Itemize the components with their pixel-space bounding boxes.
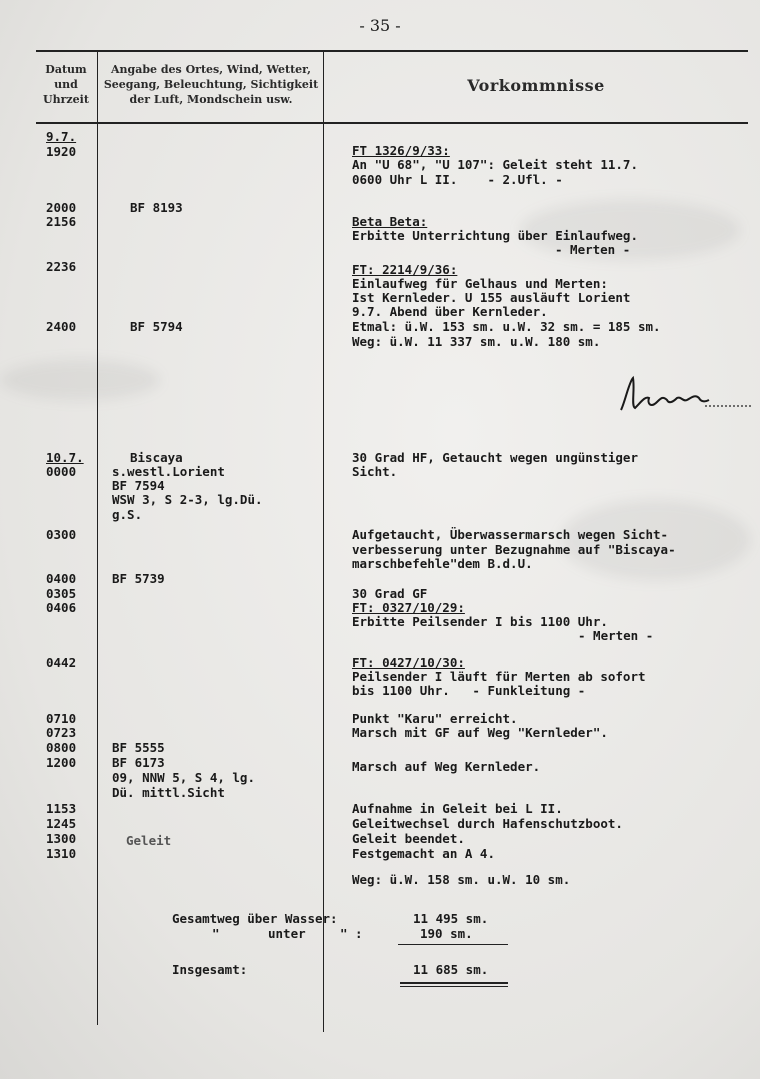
time-label: 0305 bbox=[46, 586, 77, 601]
event-text: marschbefehle"dem B.d.U. bbox=[352, 556, 533, 571]
total-label: Insgesamt: bbox=[172, 962, 248, 977]
event-text: 9.7. Abend über Kernleder. bbox=[352, 304, 548, 319]
sum-rule bbox=[398, 944, 508, 945]
total-value: 11 495 sm. bbox=[413, 911, 489, 926]
event-text: FT 1326/9/33: bbox=[352, 143, 450, 158]
time-label: 2000 bbox=[46, 200, 77, 215]
event-text: Marsch mit GF auf Weg "Kernleder". bbox=[352, 725, 608, 740]
event-text: Erbitte Peilsender I bis 1100 Uhr. bbox=[352, 614, 608, 629]
location-text: Biscaya bbox=[130, 450, 183, 465]
header-ort: Angabe des Ortes, Wind, Wetter, Seegang, Beleuchtung, Sichtigkeit der Luft, Mondschein usw. bbox=[103, 63, 319, 106]
double-underline bbox=[400, 986, 508, 987]
event-text: Geleitwechsel durch Hafenschutzboot. bbox=[352, 816, 623, 831]
location-text: BF 5555 bbox=[112, 740, 165, 755]
time-label: 1310 bbox=[46, 846, 77, 861]
event-text: Erbitte Unterrichtung über Einlaufweg. bbox=[352, 228, 638, 243]
date-label: 9.7. bbox=[46, 129, 77, 144]
location-text: g.S. bbox=[112, 507, 143, 522]
time-label: 0400 bbox=[46, 571, 77, 586]
total-label: unter bbox=[268, 926, 306, 941]
location-text: WSW 3, S 2-3, lg.Dü. bbox=[112, 492, 263, 507]
total-label: " bbox=[212, 926, 220, 941]
event-text: FT: 2214/9/36: bbox=[352, 262, 458, 277]
time-label: 0406 bbox=[46, 600, 77, 615]
event-text: 0600 Uhr L II. - 2.Ufl. - bbox=[352, 172, 563, 187]
event-text: FT: 0427/10/30: bbox=[352, 655, 465, 670]
time-label: 2400 bbox=[46, 319, 77, 334]
column-divider-1 bbox=[97, 50, 98, 1025]
time-label: 1300 bbox=[46, 831, 77, 846]
time-label: 0800 bbox=[46, 740, 77, 755]
header-bottom-rule bbox=[36, 122, 748, 124]
total-label: " : bbox=[340, 926, 363, 941]
location-text: BF 5794 bbox=[130, 319, 183, 334]
time-label: 0300 bbox=[46, 527, 77, 542]
time-label: 1245 bbox=[46, 816, 77, 831]
event-text: Weg: ü.W. 11 337 sm. u.W. 180 sm. bbox=[352, 334, 601, 349]
location-text: BF 7594 bbox=[112, 478, 165, 493]
total-value: 190 sm. bbox=[420, 926, 473, 941]
time-label: 0710 bbox=[46, 711, 77, 726]
location-text: Geleit bbox=[126, 833, 172, 848]
time-label: 0000 bbox=[46, 464, 77, 479]
event-text: 30 Grad HF, Getaucht wegen ungünstiger bbox=[352, 450, 638, 465]
event-text: Ist Kernleder. U 155 ausläuft Lorient bbox=[352, 290, 631, 305]
event-text: 30 Grad GF bbox=[352, 586, 428, 601]
total-value: 11 685 sm. bbox=[413, 962, 489, 977]
copy-smudge bbox=[0, 360, 160, 400]
event-text: Aufgetaucht, Überwassermarsch wegen Sicht- bbox=[352, 527, 669, 542]
event-text: Sicht. bbox=[352, 464, 398, 479]
event-text: - Merten - bbox=[555, 242, 631, 257]
event-text: An "U 68", "U 107": Geleit steht 11.7. bbox=[352, 157, 638, 172]
date-label: 10.7. bbox=[46, 450, 84, 465]
event-text: Punkt "Karu" erreicht. bbox=[352, 711, 518, 726]
time-label: 2236 bbox=[46, 259, 77, 274]
time-label: 2156 bbox=[46, 214, 77, 229]
location-text: BF 8193 bbox=[130, 200, 183, 215]
event-text: Peilsender I läuft für Merten ab sofort bbox=[352, 669, 646, 684]
event-text: Festgemacht an A 4. bbox=[352, 846, 495, 861]
double-underline bbox=[400, 982, 508, 984]
location-text: s.westl.Lorient bbox=[112, 464, 225, 479]
event-text: verbesserung unter Bezugnahme auf "Biscaya- bbox=[352, 542, 676, 557]
total-label: Gesamtweg über Wasser: bbox=[172, 911, 338, 926]
location-text: 09, NNW 5, S 4, lg. bbox=[112, 770, 255, 785]
event-text: FT: 0327/10/29: bbox=[352, 600, 465, 615]
event-text: - Merten - bbox=[578, 628, 654, 643]
time-label: 0442 bbox=[46, 655, 77, 670]
location-text: BF 6173 bbox=[112, 755, 165, 770]
header-vorkommnisse: Vorkommnisse bbox=[467, 76, 605, 95]
event-text: Etmal: ü.W. 153 sm. u.W. 32 sm. = 185 sm. bbox=[352, 319, 661, 334]
event-text: Aufnahme in Geleit bei L II. bbox=[352, 801, 563, 816]
event-text: bis 1100 Uhr. - Funkleitung - bbox=[352, 683, 586, 698]
location-text: BF 5739 bbox=[112, 571, 165, 586]
header-datum: Datum und Uhrzeit bbox=[43, 63, 89, 106]
event-text: Marsch auf Weg Kernleder. bbox=[352, 759, 541, 774]
time-label: 1920 bbox=[46, 144, 77, 159]
event-text: Geleit beendet. bbox=[352, 831, 465, 846]
event-text: Einlaufweg für Gelhaus und Merten: bbox=[352, 276, 608, 291]
event-text: Weg: ü.W. 158 sm. u.W. 10 sm. bbox=[352, 872, 571, 887]
table-top-rule bbox=[36, 50, 748, 52]
event-text: Beta Beta: bbox=[352, 214, 428, 229]
time-label: 0723 bbox=[46, 725, 77, 740]
signature bbox=[615, 372, 755, 420]
page-number: - 35 - bbox=[359, 16, 401, 35]
location-text: Dü. mittl.Sicht bbox=[112, 785, 225, 800]
time-label: 1200 bbox=[46, 755, 77, 770]
column-divider-2 bbox=[323, 50, 324, 1032]
time-label: 1153 bbox=[46, 801, 77, 816]
